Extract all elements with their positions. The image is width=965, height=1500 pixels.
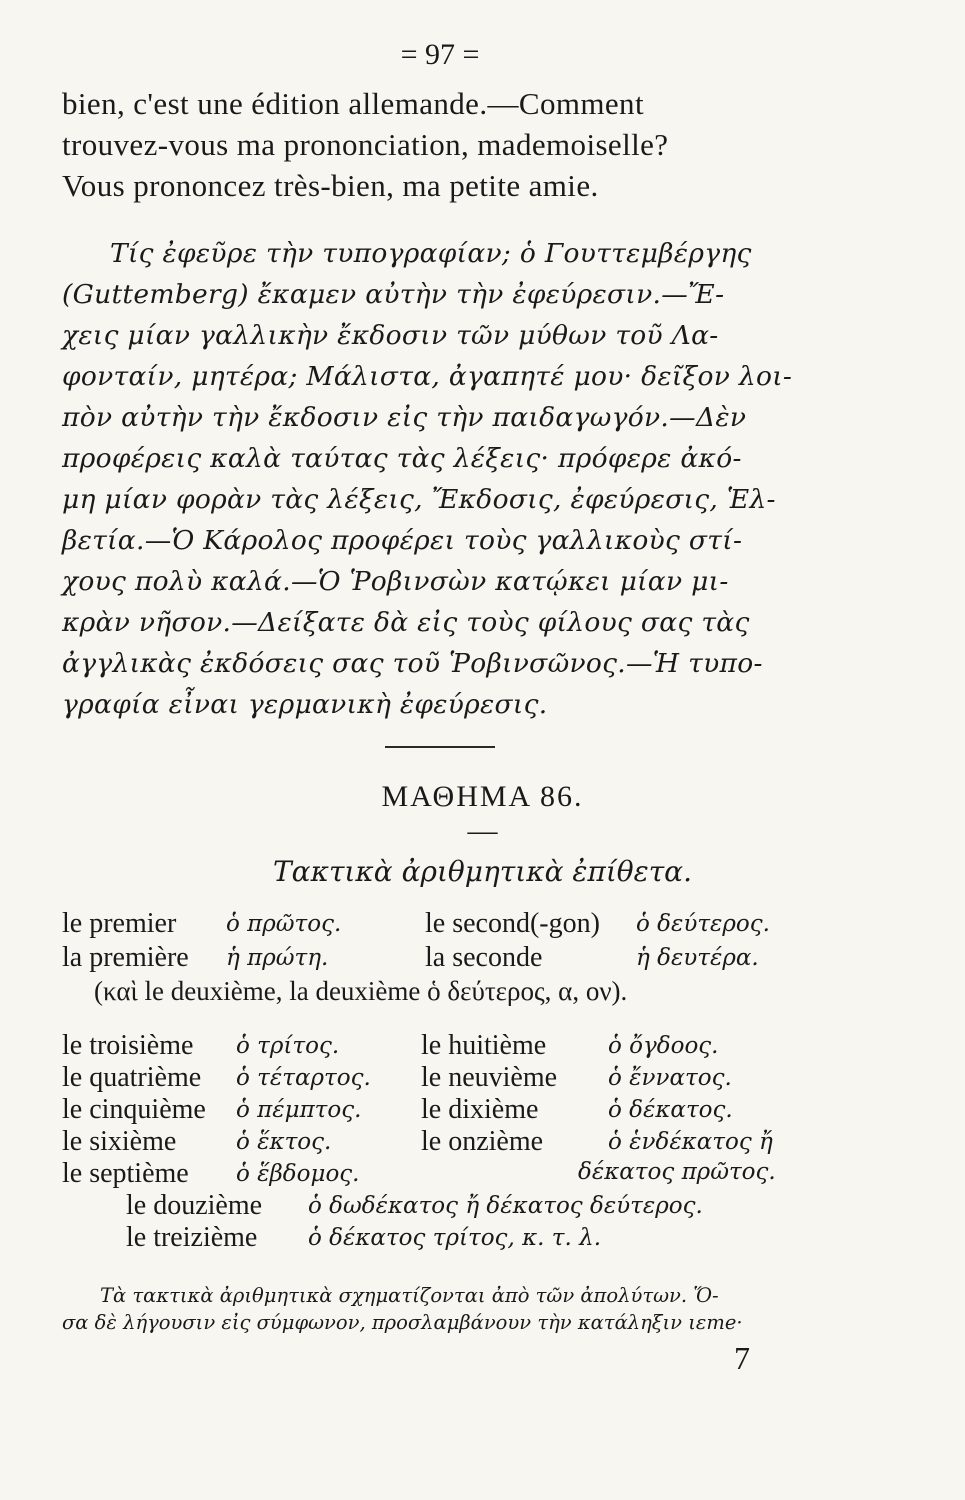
ordinal-note: (καὶ le deuxième, la deuxième ὁ δεύτερος, α, ον). [94,976,628,1006]
ordinal-gr: ὁ ὄγδοος. [608,1033,719,1059]
ordinal-gr: ὁ δεύτερος. [636,911,770,937]
ordinal-fr: le sixième [62,1126,177,1157]
ordinal-fr: le dixième [421,1094,539,1125]
text-line: πὸν αὐτὴν τὴν ἔκδοσιν εἰς τὴν παιδαγωγόν.—Δὲν [62,402,747,433]
footnote-line: Τὰ τακτικὰ ἀριθμητικὰ σχηματίζονται ἀπὸ τῶν ἀπολύτων. Ὅ- [100,1284,719,1307]
footnote-line: σα δὲ λήγουσιν εἰς σύμφωνον, προσλαμβάνουν τὴν κατάληξιν ιεme· [62,1311,743,1334]
section-divider [385,746,495,748]
ordinal-fr: le premier [62,908,177,939]
ordinal-gr: ὁ τρίτος. [236,1033,340,1059]
ordinal-fr: le quatrième [62,1062,202,1093]
ordinal-fr: la seconde [425,942,543,973]
ordinal-fr: la première [62,942,189,973]
ordinal-gr: ὁ δέκατος. [608,1097,733,1123]
ordinal-gr: ὁ ἔννατος. [608,1065,732,1091]
lesson-dash: — [467,814,498,847]
text-line: φονταίν, μητέρα; Μάλιστα, ἀγαπητέ μου· δεῖξον λοι- [62,361,793,392]
ordinal-fr: le treizième [126,1222,258,1253]
ordinal-gr-continuation: δέκατος πρῶτος. [578,1159,776,1185]
ordinal-gr: ἡ πρώτη. [226,945,329,971]
text-line: γραφία εἶναι γερμανικὴ ἐφεύρεσις. [62,689,548,720]
ordinal-fr: le neuvième [421,1062,558,1093]
text-line: (Guttemberg) ἔκαμεν αὐτὴν τὴν ἐφεύρεσιν.—Ἔ- [62,279,725,310]
ordinal-gr: ἡ δευτέρα. [636,945,759,971]
text-line: χεις μίαν γαλλικὴν ἔκδοσιν τῶν μύθων τοῦ Λα- [62,320,719,351]
lesson-title: ΜΑΘΗΜΑ 86. [381,780,584,813]
ordinal-fr: le septième [62,1158,189,1189]
ordinal-gr: ὁ δωδέκατος ἤ δέκατος δεύτερος. [308,1193,703,1219]
ordinal-gr: ὁ ἕκτος. [236,1129,332,1155]
signature-mark: 7 [734,1340,750,1376]
text-line: trouvez-vous ma prononciation, mademoiselle? [62,127,669,162]
ordinal-gr: ὁ ἑνδέκατος ἤ [608,1129,773,1155]
ordinal-gr: ὁ πέμπτος. [236,1097,362,1123]
ordinal-fr: le troisième [62,1030,194,1061]
ordinal-gr: ὁ τέταρτος. [236,1065,371,1091]
text-line: μη μίαν φορὰν τὰς λέξεις, Ἔκδοσις, ἐφεύρεσις, Ἑλ- [62,484,776,515]
text-line: bien, c'est une édition allemande.—Comment [62,86,644,121]
text-line: ἀγγλικὰς ἐκδόσεις σας τοῦ Ῥοβινσῶνος.—Ἡ τυπο- [62,648,763,679]
ordinal-fr: le onzième [421,1126,544,1157]
ordinal-fr: le second(-gon) [425,908,600,939]
ordinal-fr: le douzième [126,1190,263,1221]
text-line: κρὰν νῆσον.—Δείξατε δὰ εἰς τοὺς φίλους σας τὰς [62,607,750,638]
ordinal-gr: ὁ πρῶτος. [226,911,342,937]
ordinal-gr: ὁ ἕβδομος. [236,1161,360,1187]
ordinal-fr: le cinquième [62,1094,206,1125]
lesson-subtitle: Τακτικὰ ἀριθμητικὰ ἐπίθετα. [273,855,692,888]
text-line: βετία.—Ὁ Κάρολος προφέρει τοὺς γαλλικοὺς στί- [62,525,743,556]
text-line: προφέρεις καλὰ ταύτας τὰς λέξεις· πρόφερε ἀκό- [62,443,742,474]
ordinal-fr: le huitième [421,1030,547,1061]
text-line: Τίς ἐφεῦρε τὴν τυπογραφίαν; ὁ Γουττεμβέργης [110,238,752,269]
text-line: Vous prononcez très-bien, ma petite amie. [62,168,599,203]
ordinal-gr: ὁ δέκατος τρίτος, κ. τ. λ. [308,1225,602,1251]
page-number: = 97 = [400,38,480,71]
text-line: χους πολὺ καλά.—Ὁ Ῥοβινσὼν κατῴκει μίαν μι- [62,566,729,597]
